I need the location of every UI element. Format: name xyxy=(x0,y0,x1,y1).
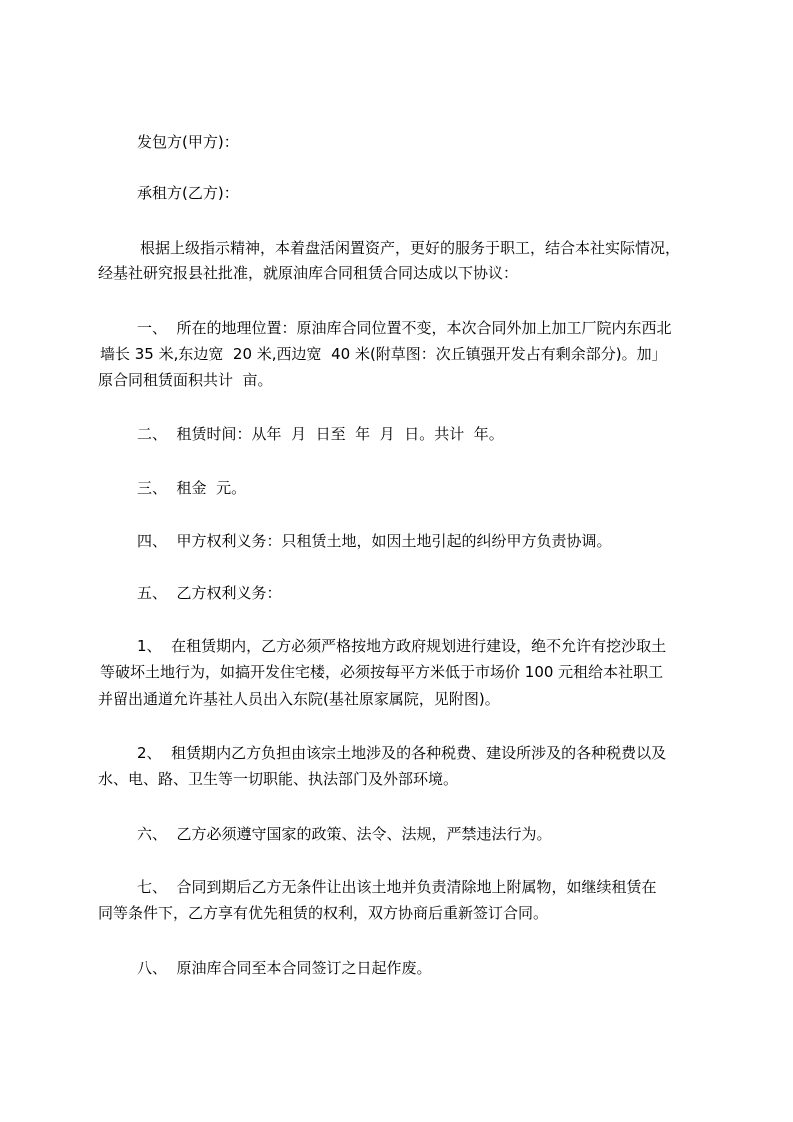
clause-1-line-1: 一、 所在的地理位置：原油库合同位置不变，本次合同外加上加工厂院内东西北 xyxy=(137,319,672,337)
item-2-line-2: 水、电、路、卫生等一切职能、执法部门及外部环境。 xyxy=(98,770,459,788)
item-2-line-1: 2、 租赁期内乙方负担由该宗土地涉及的各种税费、建设所涉及的各种税费以及 xyxy=(137,744,667,762)
item-1-line-2: 等破坏土地行为，如搞开发住宅楼，必须按每平方米低于市场价 100 元租给本社职工 xyxy=(100,663,664,681)
party-a-label: 发包方(甲方)： xyxy=(137,133,239,151)
clause-8: 八、 原油库合同至本合同签订之日起作废。 xyxy=(137,959,432,977)
clause-3: 三、 租金 元。 xyxy=(137,479,247,497)
item-1-line-1: 1、 在租赁期内，乙方必须严格按地方政府规划进行建设，绝不允许有挖沙取土 xyxy=(137,637,667,655)
clause-7-line-1: 七、 合同到期后乙方无条件让出该土地并负责清除地上附属物，如继续租赁在 xyxy=(137,878,657,896)
clause-1-line-3: 原合同租赁面积共计 亩。 xyxy=(98,371,273,389)
clause-5: 五、 乙方权利义务： xyxy=(137,584,282,602)
intro-line-2: 经基社研究报县社批准，就原油库合同租赁合同达成以下协议： xyxy=(98,264,519,282)
clause-1-line-2: 墙长 35 米,东边宽 20 米,西边宽 40 米(附草图：次丘镇强开发占有剩余部分)。加」 xyxy=(100,345,667,363)
clause-6: 六、 乙方必须遵守国家的政策、法令、法规，严禁违法行为。 xyxy=(137,825,552,843)
clause-2: 二、 租赁时间：从年 月 日至 年 月 日。共计 年。 xyxy=(137,425,504,443)
party-b-label: 承租方(乙方)： xyxy=(137,184,239,202)
intro-line-1: 根据上级指示精神，本着盘活闲置资产，更好的服务于职工，结合本社实际情况， xyxy=(140,239,681,257)
item-1-line-3: 并留出通道允许基社人员出入东院(基社原家属院，见附图)。 xyxy=(98,690,500,708)
clause-7-line-2: 同等条件下，乙方享有优先租赁的权利，双方协商后重新签订合同。 xyxy=(98,904,549,922)
clause-4: 四、 甲方权利义务：只租赁土地，如因土地引起的纠纷甲方负责协调。 xyxy=(137,532,612,550)
